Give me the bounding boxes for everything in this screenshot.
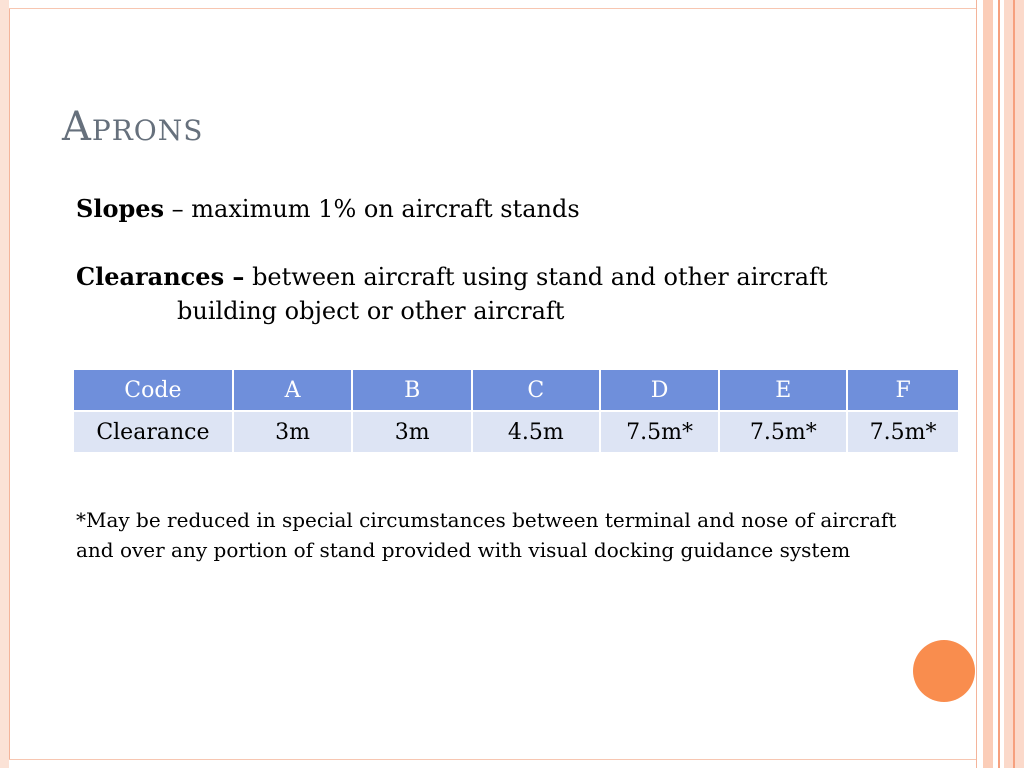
decorative-circle <box>913 640 975 702</box>
frame-left-border <box>0 0 10 768</box>
table-header-cell: C <box>472 369 600 411</box>
table-header-cell: Code <box>73 369 233 411</box>
slopes-paragraph <box>76 192 906 226</box>
frame-right-stripes <box>976 0 1024 768</box>
table-header-cell: D <box>600 369 720 411</box>
table-header-row <box>73 369 959 411</box>
table-cell: 7.5m* <box>847 411 959 453</box>
table-cell: 7.5m* <box>600 411 720 453</box>
table-cell: 4.5m <box>472 411 600 453</box>
slopes-text: – maximum 1% on aircraft stands <box>164 195 580 223</box>
slide-title: Aprons <box>62 104 204 150</box>
footnote: *May be reduced in special circumstances between terminal and nose of aircraft and over any portion of stand provided with visual docking guidance system <box>76 508 897 562</box>
table-header-cell: F <box>847 369 959 411</box>
clearance-table <box>72 368 960 454</box>
frame-bottom-border <box>9 759 976 768</box>
clearances-label: Clearances <box>76 262 225 291</box>
frame-top-border <box>9 0 976 9</box>
table-cell: 3m <box>352 411 472 453</box>
clearances-dash: – <box>224 262 245 291</box>
table-header-cell: A <box>233 369 353 411</box>
table-cell: 3m <box>233 411 353 453</box>
table-cell: 7.5m* <box>719 411 847 453</box>
slopes-label: Slopes <box>76 194 165 223</box>
table-cell: Clearance <box>73 411 233 453</box>
table-row <box>73 411 959 453</box>
clearances-line1: between aircraft using stand and other aircraft <box>244 263 828 291</box>
table-header-cell: E <box>719 369 847 411</box>
clearances-paragraph <box>76 260 906 328</box>
table-header-cell: B <box>352 369 472 411</box>
clearances-line2: building object or other aircraft <box>177 297 565 325</box>
